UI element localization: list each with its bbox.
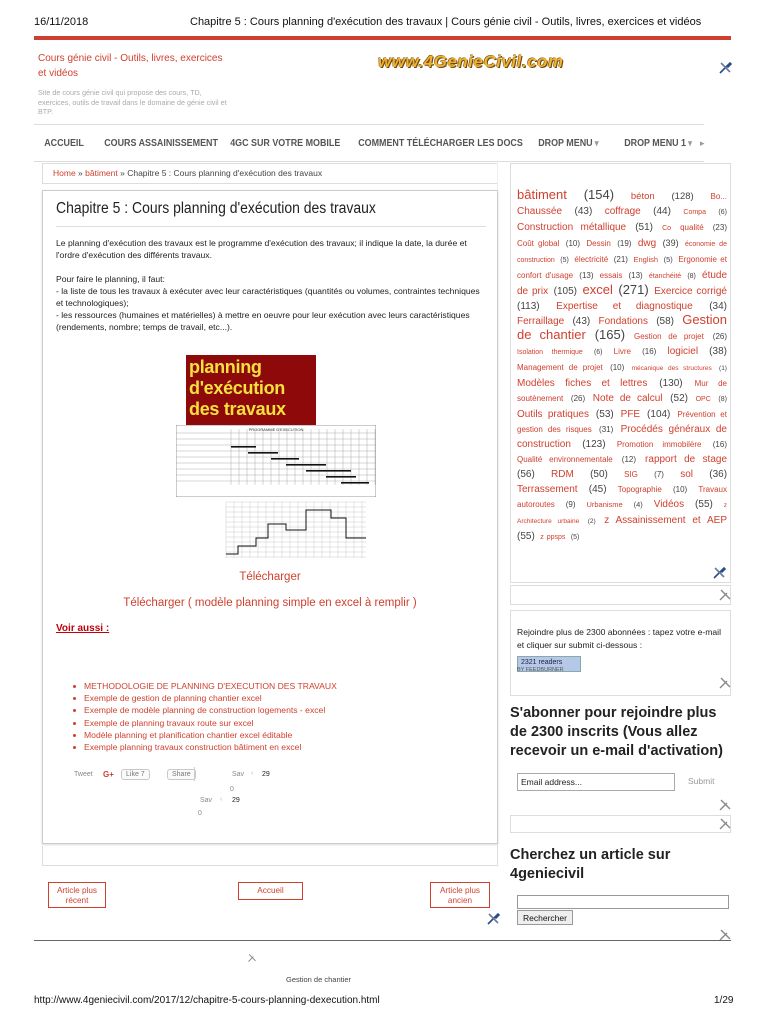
label-link[interactable]: Coût global [517, 239, 560, 248]
label-link[interactable]: Fondations [598, 316, 648, 327]
older-post-button[interactable]: Article plus ancien [430, 882, 490, 908]
label-link[interactable]: English [633, 255, 659, 264]
label-link[interactable]: qualité [680, 223, 704, 232]
label-link[interactable]: Management de projet [517, 363, 603, 372]
label-link[interactable]: bâtiment [517, 187, 567, 202]
breadcrumb-sep: » [117, 168, 128, 178]
label-link[interactable]: Mur de soutènement [517, 379, 727, 403]
label-count: (154) [583, 187, 615, 202]
label-link[interactable]: z ppsps [540, 534, 566, 541]
label-count: (21) [613, 255, 628, 264]
save-count: 29 [262, 771, 270, 778]
label-link[interactable]: économie de construction [517, 241, 727, 264]
search-button[interactable]: Rechercher [517, 910, 573, 925]
label-count: (6) [593, 349, 603, 356]
label-link[interactable]: logiciel [667, 346, 699, 357]
label-link[interactable]: coffrage [604, 206, 641, 217]
see-also-heading: Voir aussi : [56, 623, 110, 634]
label-link[interactable]: Travaux autoroutes [517, 485, 728, 509]
label-count: (4) [633, 500, 643, 509]
related-link[interactable]: Exemple planning travaux construction bâtiment en excel [72, 741, 337, 753]
nav-more-arrow-icon[interactable]: ▸ [700, 138, 705, 148]
home-button[interactable]: Accueil [238, 882, 303, 900]
subscribe-heading: S'abonner pour rejoindre plus de 2300 inscrits (Vous allez recevoir un e-mail d'activation) [510, 705, 723, 759]
label-link[interactable]: PFE [620, 409, 641, 420]
edit-tools-icon[interactable] [718, 588, 732, 602]
related-links [72, 680, 337, 753]
label-link[interactable]: Isolation thermique [517, 349, 583, 356]
label-link[interactable]: Gestion de chantier [517, 312, 728, 342]
label-link[interactable]: Exercice corrigé [654, 286, 727, 297]
post-intro: Le planning d'exécution des travaux est le programme d'exécution des travaux; il indique la date, la durée et l'ordre d'exécution des différents travaux. [56, 238, 467, 260]
save-button[interactable]: Sav [200, 797, 213, 804]
edit-tools-icon[interactable] [486, 912, 500, 926]
label-link[interactable]: Chaussée [517, 206, 563, 217]
label-count: (31) [599, 425, 614, 434]
label-count: (105) [553, 286, 577, 297]
label-count: (10) [565, 239, 581, 248]
label-count: (55) [695, 499, 713, 510]
save-arrow-icon: ‹ [220, 796, 223, 803]
nav-item[interactable]: DROP MENU 1 ▾ [614, 137, 691, 149]
label-link[interactable]: Gestion de projet [634, 332, 704, 341]
label-count: (38) [709, 346, 727, 357]
label-link[interactable]: Urbanisme [586, 500, 623, 509]
breadcrumb-home[interactable]: Home [53, 168, 76, 178]
label-link[interactable]: Procédés généraux de construction [517, 424, 727, 450]
submit-button[interactable]: Submit [688, 776, 715, 786]
save-count: 29 [232, 797, 240, 804]
breadcrumb-sep: » [75, 168, 86, 178]
edit-tools-icon[interactable] [247, 953, 257, 963]
download-link[interactable]: Télécharger [239, 571, 301, 583]
planning-banner-image: planning d'exécution des travaux [186, 355, 316, 425]
label-link[interactable]: électricité [574, 255, 609, 264]
label-count: (26) [570, 394, 586, 403]
footer-divider [34, 940, 731, 941]
label-link[interactable]: RDM [551, 469, 574, 480]
label-count: (8) [718, 396, 727, 403]
label-count: (5) [570, 534, 580, 541]
gantt-header: PROGRAMME D'EXECUTION [248, 427, 304, 432]
label-link[interactable]: Outils pratiques [517, 409, 589, 420]
label-count: (5) [663, 255, 673, 264]
label-link[interactable]: Vidéos [653, 499, 685, 510]
main-nav [34, 124, 704, 162]
join-text: Rejoindre plus de 2300 abonnées : tapez votre e-mail et cliquer sur submit ci-dessous : [517, 627, 721, 650]
label-link[interactable]: excel [582, 282, 613, 297]
label-link[interactable]: dwg [637, 238, 657, 249]
print-page-number: 1/29 [714, 995, 734, 1006]
label-count: (23) [712, 223, 727, 232]
label-count: (12) [621, 455, 637, 464]
label-count: (10) [610, 363, 625, 372]
footer-label: Gestion de chantier [286, 975, 352, 984]
label-count: (13) [628, 271, 643, 280]
site-logo[interactable]: www.4GenieCivil.com [378, 52, 564, 71]
label-count: (45) [588, 484, 607, 495]
label-count: (43) [574, 206, 593, 217]
post-list-item: - la liste de tous les travaux à exécuter avec leur caractéristiques (quantités ou volumes, contraintes techniques et technologiques); [56, 286, 480, 308]
label-count: (165) [594, 327, 626, 342]
label-count: (36) [709, 469, 728, 480]
email-input[interactable] [517, 773, 675, 791]
label-link[interactable]: Construction métallique [517, 222, 627, 233]
label-link[interactable]: Terrassement [517, 484, 578, 495]
label-count: (19) [617, 239, 632, 248]
label-count: (7) [654, 470, 664, 479]
label-count: (13) [579, 271, 594, 280]
label-link[interactable]: Expertise et diagnostique [556, 301, 693, 312]
nav-item[interactable]: COMMENT TÉLÉCHARGER LES DOCS [358, 137, 523, 149]
breadcrumb [42, 163, 498, 184]
save-arrow-icon: ‹ [251, 770, 254, 777]
related-link[interactable]: METHODOLOGIE DE PLANNING D'EXECUTION DES TRAVAUX [72, 680, 337, 692]
label-link[interactable]: Livre [613, 347, 631, 356]
label-link[interactable]: z Architecture urbaine [517, 502, 728, 525]
label-count: (130) [659, 378, 683, 389]
nav-item[interactable]: ACCUEIL [44, 137, 84, 149]
nav-item[interactable]: DROP MENU ▾ [528, 137, 601, 149]
label-count: (5) [560, 257, 569, 264]
edit-tools-icon[interactable] [718, 798, 732, 812]
tweet-button[interactable]: Tweet [74, 771, 93, 778]
post-instruction: Pour faire le planning, il faut: [56, 274, 165, 284]
label-count: (8) [687, 273, 696, 280]
label-cloud [517, 188, 727, 544]
edit-tools-icon[interactable] [718, 928, 732, 942]
edit-tools-icon[interactable] [712, 566, 726, 580]
label-count: (58) [656, 316, 674, 327]
label-count: (44) [653, 206, 671, 217]
edit-tools-icon[interactable] [718, 676, 732, 690]
label-count: (26) [712, 332, 728, 341]
print-url: http://www.4geniecivil.com/2017/12/chapitre-5-cours-planning-dexecution.html [34, 995, 380, 1006]
empty-widget [510, 815, 731, 833]
share-divider [194, 767, 195, 781]
print-date: 16/11/2018 [34, 16, 89, 28]
post-title: Chapitre 5 : Cours planning d'exécution des travaux [56, 200, 376, 217]
breadcrumb-current: Chapitre 5 : Cours planning d'exécution des travaux [127, 168, 323, 178]
title-divider [56, 226, 486, 227]
label-count: (16) [712, 440, 727, 449]
label-count: (6) [718, 209, 727, 216]
top-accent-bar [34, 36, 731, 40]
post-list-item: - les ressources (humaines et matérielles) à mettre en oeuvre pour leur exécution avec leurs caractéristiques (rendements, nombre; temps de travail, etc...). [56, 310, 470, 332]
post-footer-box [42, 846, 498, 866]
feedburner-credit: BY FEEDBURNER [517, 667, 564, 673]
label-count: (2) [587, 518, 596, 525]
newer-post-button[interactable]: Article plus récent [48, 882, 106, 908]
related-link[interactable]: Exemple de gestion de planning chantier excel [72, 692, 337, 704]
print-title: Chapitre 5 : Cours planning d'exécution des travaux | Cours génie civil - Outils, livres, exercices et vidéos [190, 16, 702, 28]
search-input[interactable] [517, 895, 729, 909]
label-link[interactable]: SIG [624, 470, 638, 479]
empty-widget [510, 585, 731, 605]
label-link[interactable]: Promotion immobilère [616, 440, 702, 449]
feedburner-widget [510, 610, 731, 696]
label-link[interactable]: Ferraillage [517, 316, 565, 327]
label-link[interactable]: Ergonomie et confort d'usage [517, 255, 727, 280]
related-link[interactable]: Modèle planning et planification chantier excel éditable [72, 729, 337, 741]
label-link[interactable]: rapport de stage [645, 454, 728, 465]
save-count-zero: 0 [230, 786, 234, 793]
label-count: (50) [590, 469, 608, 480]
reader-count: 2321 readers [521, 659, 563, 666]
label-count: (104) [647, 409, 671, 420]
facebook-share-button[interactable]: Share [167, 769, 196, 780]
label-count: (123) [582, 439, 606, 450]
label-link[interactable]: Modèles fiches et lettres [517, 378, 648, 389]
label-link[interactable]: Compa [683, 209, 706, 216]
gantt-table-image [176, 425, 376, 497]
label-link[interactable]: OPC [695, 396, 711, 403]
label-count: (53) [595, 409, 614, 420]
label-count: (113) [517, 301, 540, 312]
edit-tools-icon[interactable] [718, 817, 732, 831]
site-description: Site de cours génie civil qui propose des cours, TD, exercices, outils de travail dans le domaine de génie civil et BTP. [38, 88, 227, 116]
label-count: (34) [709, 301, 727, 312]
facebook-like-button[interactable]: Like 7 [121, 769, 150, 780]
label-count: (9) [565, 500, 576, 509]
label-count: (51) [635, 222, 653, 233]
label-link[interactable]: mécanique des structures [631, 365, 712, 372]
label-link[interactable]: Prévention et gestion des risques [517, 410, 727, 434]
breadcrumb-category[interactable]: bâtiment [85, 168, 118, 178]
label-link[interactable]: Topographie [617, 485, 662, 494]
save-count-zero: 0 [198, 810, 202, 817]
download-template-link[interactable]: Télécharger ( modèle planning simple en excel à remplir ) [123, 597, 417, 609]
label-link[interactable]: Dessin [586, 239, 611, 248]
label-count: (1) [719, 365, 727, 372]
label-count: (52) [670, 393, 688, 404]
label-count: (56) [517, 469, 535, 480]
label-link[interactable]: z Assainissement et AEP [604, 515, 728, 526]
resource-chart-image [216, 498, 376, 566]
label-link[interactable]: béton [630, 191, 655, 202]
label-link[interactable]: sol [680, 469, 693, 480]
label-count: (10) [672, 485, 688, 494]
search-heading: Cherchez un article sur 4geniecivil [510, 847, 671, 882]
label-count: (271) [618, 282, 649, 297]
label-count: (43) [572, 316, 591, 327]
site-name-link[interactable]: Cours génie civil - Outils, livres, exercices et vidéos [38, 53, 223, 79]
label-link[interactable]: étanchéité [648, 273, 682, 280]
label-link[interactable]: essais [599, 271, 623, 280]
label-link[interactable]: Qualité environnementale [517, 455, 613, 464]
label-link[interactable]: Bo... [710, 192, 727, 201]
label-count: (128) [671, 191, 694, 202]
label-link[interactable]: Note de calcul [592, 393, 663, 404]
label-link[interactable]: Co [662, 225, 672, 232]
label-count: (16) [642, 347, 657, 356]
label-count: (55) [517, 531, 535, 542]
save-button[interactable]: Sav [232, 771, 245, 778]
label-link[interactable]: étude de prix [517, 270, 728, 297]
nav-item[interactable]: COURS ASSAINISSEMENT [103, 137, 218, 149]
edit-tools-icon[interactable] [718, 61, 732, 75]
label-count: (39) [662, 238, 679, 248]
related-link[interactable]: Exemple de modèle planning de construction logements - excel [72, 704, 337, 716]
nav-item[interactable]: 4GC SUR VOTRE MOBILE [230, 137, 341, 149]
related-link[interactable]: Exemple de planning travaux route sur excel [72, 717, 337, 729]
gplus-button[interactable]: G+ [103, 770, 114, 779]
